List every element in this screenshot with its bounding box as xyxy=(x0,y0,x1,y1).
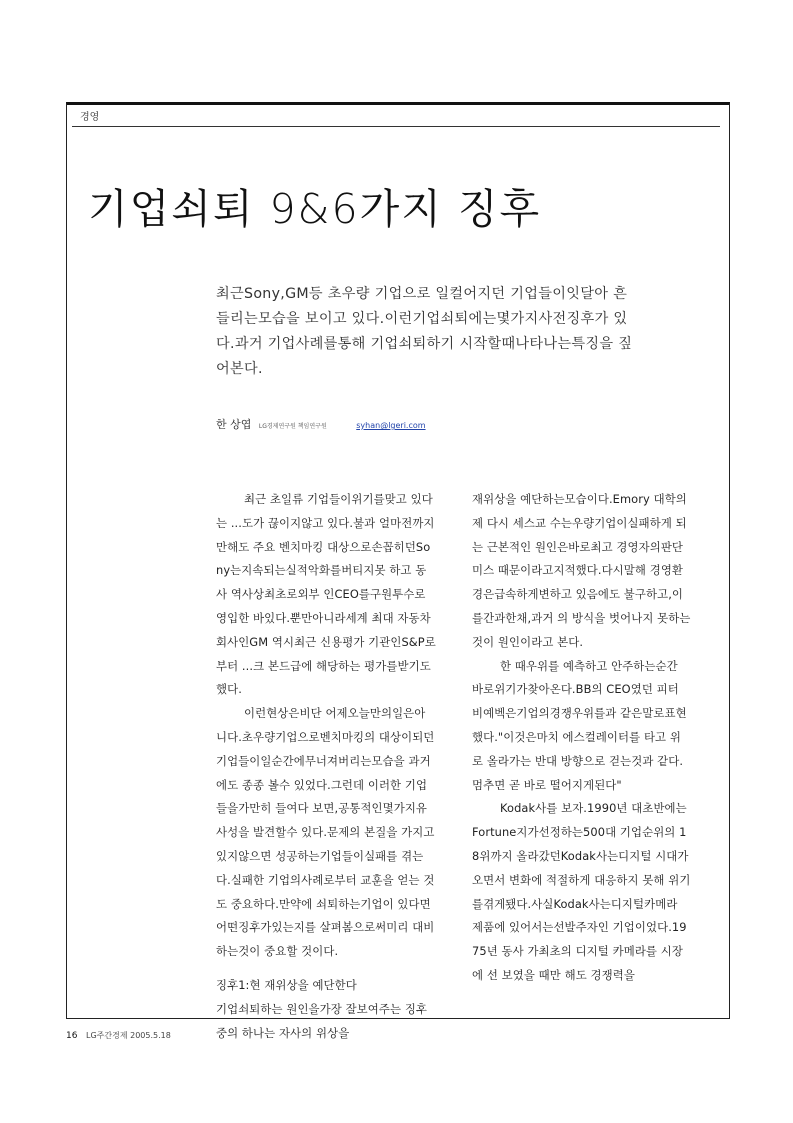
section-label: 경영 xyxy=(80,112,100,123)
article-lead: 최근Sony,GM등 초우량 기업으로 일컬어지던 기업들이잇달아 흔들리는모습을 보이고 있다.이런기업쇠퇴에는몇가지사전징후가 있다.과거 기업사례를통해 기업쇠퇴하기 시작할때나타나는특징을 짚어본다. xyxy=(216,286,633,377)
article-title: 기업쇠퇴 9&6가지 징후 xyxy=(88,185,542,233)
author-name: 한 상엽 xyxy=(216,418,252,431)
header-rule xyxy=(72,126,720,127)
author-line xyxy=(216,416,426,432)
paragraph: 재위상을 예단하는모습이다.Emory 대학의 제 다시 세스교 수는우량기업이실패하게 되는 근본적인 원인은바로최고 경영자의판단미스 때문이라고지적했다.다시말해 경영환경은급속하게변하고 있음에도 불구하고,이를간과한채,과거 의 방식을 벗어나지 못하는 것이 원인이라고 본다. xyxy=(472,492,691,649)
body-column-right xyxy=(472,488,692,988)
paragraph: Kodak사를 보자.1990년 대초반에는 Fortune지가선정하는500대 기업순위의 18위까지 올라갔던Kodak사는디지털 시대가오면서 변화에 적절하게 대응하지 못해 위기를겪게됐다.사실Kodak사는디지털카메라 제품에 있어서는선발주자인 기업이었다.1975년 동사 가최초의 디지털 카메라를 시장에 선 보였을 때만 해도 경쟁력을 xyxy=(472,801,691,982)
page-footer xyxy=(66,1030,171,1041)
author-email-link[interactable]: syhan@lgeri.com xyxy=(356,421,426,430)
subheading: 징후1:현 재위상을 예단한다 xyxy=(216,977,357,992)
author-affiliation: LG경제연구원 책임연구원 xyxy=(258,423,327,430)
paragraph: 한 때우위를 예측하고 안주하는순간 바로위기가찾아온다.BB의 CEO였던 피터 비예벡은기업의경쟁우위를과 같은말로표현했다."이것은마치 에스컬레이터를 타고 위로 올라가는 반대 방향으로 걷는것과 같다.멈추면 곧 바로 떨어지게된다" xyxy=(472,658,687,792)
body-column-left xyxy=(216,488,436,1045)
paragraph: 기업쇠퇴하는 원인을가장 잘보여주는 징후 중의 하나는 자사의 위상을 xyxy=(216,1001,428,1040)
paragraph: 최근 초일류 기업들이위기를맞고 있다는 ...도가 끊이지않고 있다.불과 얼마전까지만해도 주요 벤치마킹 대상으로손꼽히던Sony는지속되는실적악화를버티지못 하고 동사 역사상최초로외부 인CEO를구원투수로 영입한 바있다.뿐만아니라세계 최대 자동차 회사인GM 역시최근 신용평가 기관인S&P로부터 ...크 본드급에 해당하는 평가를받기도했다. xyxy=(216,492,436,697)
page-number: 16 xyxy=(66,1031,78,1041)
publication-info: LG주간경제 2005.5.18 xyxy=(86,1031,171,1040)
paragraph: 이런현상은비단 어제오늘만의일은아니다.초우량기업으로벤치마킹의 대상이되던기업들이일순간에무너져버리는모습을 과거에도 종종 볼수 있었다.그런데 이러한 기업들을가만히 들여다 보면,공통적인몇가지유사성을 발견할수 있다.문제의 본질을 가지고 있지않으면 성공하는기업들이실패를 겪는다.실패한 기업의사례로부터 교훈을 얻는 것도 중요하다.만약에 쇠퇴하는기업이 있다면 어떤징후가있는지를 살펴봄으로써미리 대비하는것이 중요할 것이다. xyxy=(216,706,435,959)
